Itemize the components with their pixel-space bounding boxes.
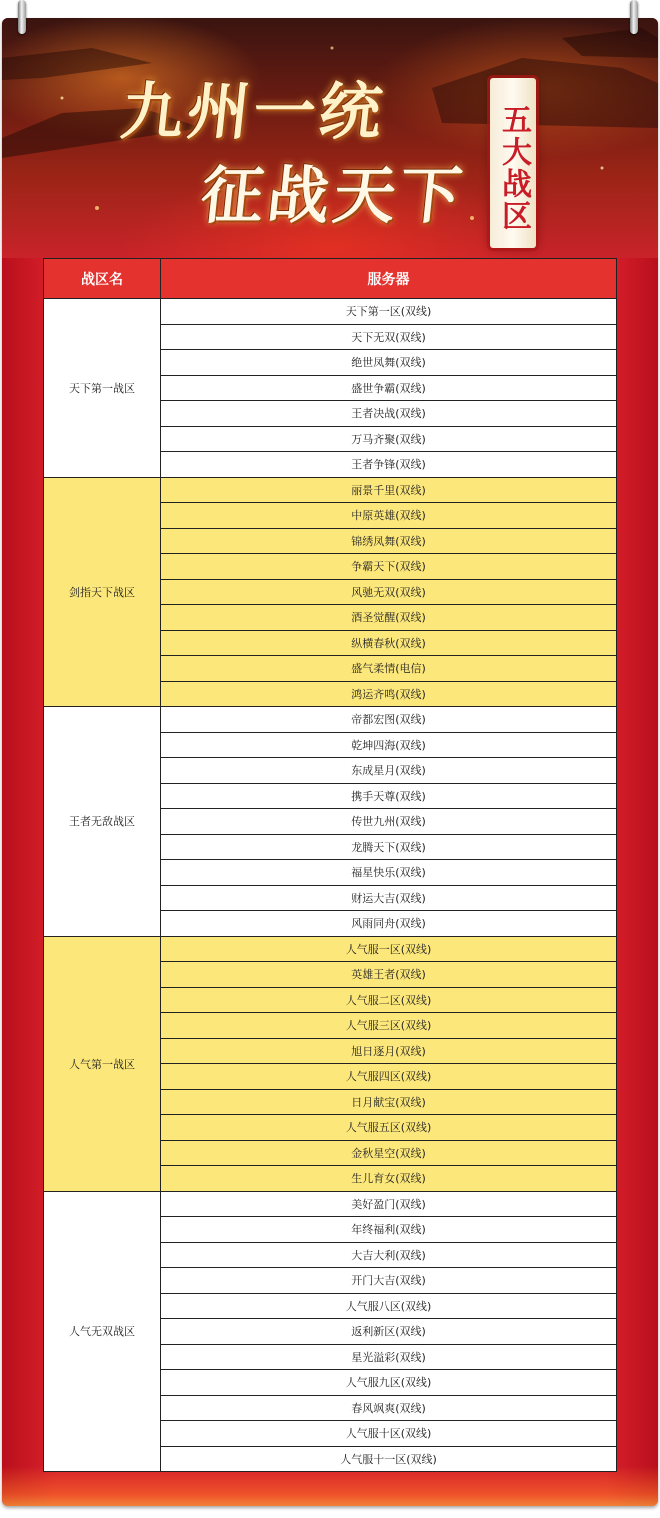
server-name-cell: 生儿育女(双线)	[161, 1166, 617, 1192]
server-name-cell: 龙腾天下(双线)	[161, 834, 617, 860]
server-name-cell: 乾坤四海(双线)	[161, 732, 617, 758]
server-name-cell: 天下第一区(双线)	[161, 299, 617, 325]
server-table	[43, 258, 617, 1472]
hanger-hook-left	[18, 0, 26, 34]
server-name-cell: 天下无双(双线)	[161, 324, 617, 350]
server-table-body	[44, 299, 617, 1472]
server-name-cell: 绝世凤舞(双线)	[161, 350, 617, 376]
server-column-header: 服务器	[161, 259, 617, 299]
server-name-cell: 纵横春秋(双线)	[161, 630, 617, 656]
server-name-cell: 人气服十区(双线)	[161, 1421, 617, 1447]
server-name-cell: 返利新区(双线)	[161, 1319, 617, 1345]
zone-name-cell: 王者无敌战区	[44, 707, 161, 937]
server-name-cell: 丽景千里(双线)	[161, 477, 617, 503]
server-name-cell: 人气服八区(双线)	[161, 1293, 617, 1319]
server-name-cell: 金秋星空(双线)	[161, 1140, 617, 1166]
banner-title-line1: 九州一统	[117, 75, 390, 148]
server-name-cell: 英雄王者(双线)	[161, 962, 617, 988]
server-name-cell: 年终福利(双线)	[161, 1217, 617, 1243]
server-name-cell: 人气服十一区(双线)	[161, 1446, 617, 1472]
banner-title-line2: 征战天下	[197, 159, 470, 232]
server-name-cell: 酒圣觉醒(双线)	[161, 605, 617, 631]
server-name-cell: 王者争锋(双线)	[161, 452, 617, 478]
table-row	[44, 299, 617, 325]
server-name-cell: 大吉大利(双线)	[161, 1242, 617, 1268]
table-row	[44, 936, 617, 962]
server-name-cell: 争霸天下(双线)	[161, 554, 617, 580]
server-name-cell: 盛气柔情(电信)	[161, 656, 617, 682]
server-name-cell: 人气服二区(双线)	[161, 987, 617, 1013]
server-name-cell: 风驰无双(双线)	[161, 579, 617, 605]
server-name-cell: 日月献宝(双线)	[161, 1089, 617, 1115]
table-header-row	[44, 259, 617, 299]
frame-bottom-glow	[2, 1466, 658, 1506]
server-name-cell: 人气服四区(双线)	[161, 1064, 617, 1090]
zone-name-cell: 人气第一战区	[44, 936, 161, 1191]
server-name-cell: 鸿运齐鸣(双线)	[161, 681, 617, 707]
table-row	[44, 707, 617, 733]
server-name-cell: 东成星月(双线)	[161, 758, 617, 784]
zone-column-header: 战区名	[44, 259, 161, 299]
server-name-cell: 福星快乐(双线)	[161, 860, 617, 886]
server-name-cell: 春风飒爽(双线)	[161, 1395, 617, 1421]
server-name-cell: 人气服三区(双线)	[161, 1013, 617, 1039]
table-row	[44, 477, 617, 503]
server-name-cell: 人气服一区(双线)	[161, 936, 617, 962]
server-name-cell: 财运大吉(双线)	[161, 885, 617, 911]
server-name-cell: 盛世争霸(双线)	[161, 375, 617, 401]
zone-name-cell: 天下第一战区	[44, 299, 161, 478]
zone-name-cell: 剑指天下战区	[44, 477, 161, 707]
server-name-cell: 开门大吉(双线)	[161, 1268, 617, 1294]
server-name-cell: 旭日逐月(双线)	[161, 1038, 617, 1064]
server-name-cell: 王者决战(双线)	[161, 401, 617, 427]
server-name-cell: 携手天尊(双线)	[161, 783, 617, 809]
banner	[2, 18, 658, 258]
server-name-cell: 帝都宏图(双线)	[161, 707, 617, 733]
server-name-cell: 星光溢彩(双线)	[161, 1344, 617, 1370]
hanger-hook-right	[630, 0, 638, 34]
server-name-cell: 锦绣凤舞(双线)	[161, 528, 617, 554]
server-name-cell: 人气服五区(双线)	[161, 1115, 617, 1141]
server-name-cell: 中原英雄(双线)	[161, 503, 617, 529]
zone-count-tag-text: 五大战区	[496, 104, 531, 232]
server-name-cell: 万马齐聚(双线)	[161, 426, 617, 452]
zone-name-cell: 人气无双战区	[44, 1191, 161, 1472]
server-name-cell: 风雨同舟(双线)	[161, 911, 617, 937]
server-name-cell: 传世九州(双线)	[161, 809, 617, 835]
server-name-cell: 人气服九区(双线)	[161, 1370, 617, 1396]
table-row	[44, 1191, 617, 1217]
server-name-cell: 美好盈门(双线)	[161, 1191, 617, 1217]
zone-count-tag	[490, 78, 536, 248]
